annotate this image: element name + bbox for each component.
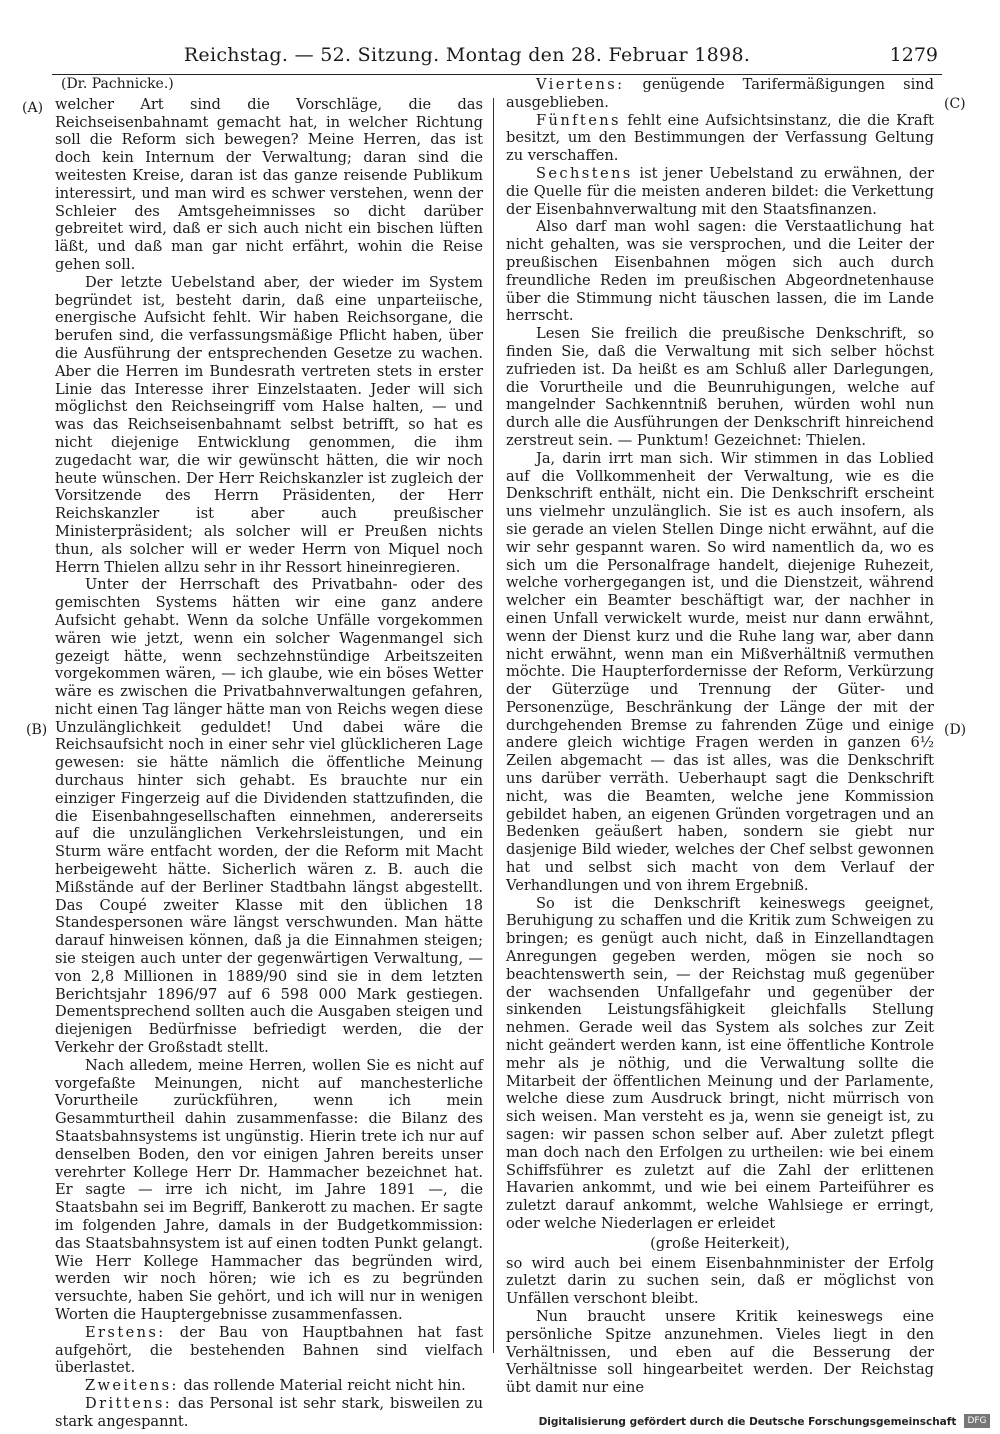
list-label: Zweitens: bbox=[85, 1377, 179, 1395]
list-text: das rollende Material reicht nicht hin. bbox=[178, 1377, 466, 1395]
running-head: Reichstag. — 52. Sitzung. Montag den 28. Februar 1898. bbox=[183, 44, 751, 66]
list-label: Sechstens bbox=[536, 164, 633, 182]
list-item-sechstens bbox=[506, 165, 934, 218]
list-item-zweitens bbox=[55, 1377, 483, 1395]
paragraph: Ja, darin irrt man sich. Wir stimmen in das Loblied auf die Vollkommenheit der Verwaltung, wie es die Denkschrift enthält, nicht ein. Die Denkschrift erscheint uns vielmehr unzulänglich. Sie ist es auch insofern, als sie gerade an vielen Stellen Dinge nicht erwähnt, auf die wir sehr gespannt waren. So wird namentlich da, wo es sich um die Personalfrage handelt, diejenige Ruhezeit, welche vorhergegangen ist, und die Dienstzeit, während welcher ein Beamter beschäftigt war, der nachher in einen Unfall verwickelt wurde, meist nur dann erwähnt, wenn der Dienst kurz und die Ruhe lang war, aber dann nicht erwähnt, wenn man ein Mißverhältniß vermuthen möchte. Die Haupterfordernisse der Reform, Verkürzung der Güterzüge und Trennung der Güter- und Personenzüge, Beschränkung der Länge der mit der durchgehenden Bremse zu fahrenden Züge und einige andere gleich wichtige Fragen werden in ganzen 6½ Zeilen abgemacht — das ist alles, was die Denkschrift uns darüber verräth. Ueberhaupt sagt die Denkschrift nicht, was die Beamten, welche jene Kommission gebildet haben, an eigenen Gründen vorgetragen und an Bedenken geäußert haben, sondern sie giebt nur dasjenige Bild wieder, welches der Chef selbst gewonnen hat und selbst sich macht von dem Verlauf der Verhandlungen und von ihrem Ergebniß. bbox=[506, 449, 934, 894]
left-column bbox=[55, 76, 483, 1431]
digitization-credit bbox=[539, 1416, 990, 1428]
list-text: ist jener Uebelstand zu erwähnen, der die Quelle für die meisten anderen bildet: die Verkettung der Eisenbahnverwaltung mit den Staatsfinanzen. bbox=[506, 164, 934, 218]
margin-mark-c: (C) bbox=[944, 96, 966, 112]
paragraph: welcher Art sind die Vorschläge, die das Reichseisenbahnamt gemacht hat, in welcher Richtung soll die Reform sich bewegen? Meine Herren, das ist doch kein Internum der Verwaltung; daran sind die weitesten Kreise, daran ist das ganze reisende Publikum interessirt, und man wird es schwer verstehen, wenn der Schleier des Amtsgeheimnisses so dicht darüber gebreitet wird, daß er sich auch nicht ein bischen lüften läßt, und daß man gar nicht erfährt, wohin die Reise gehen soll. bbox=[55, 95, 483, 273]
interjection: (große Heiterkeit), bbox=[650, 1234, 790, 1252]
paragraph: so wird auch bei einem Eisenbahnminister der Erfolg zuletzt darin zu suchen sein, daß er möglichst von Unfällen verschont bleibt. bbox=[506, 1254, 934, 1308]
speaker-name: (Dr. Pachnicke.) bbox=[61, 76, 174, 92]
list-text: das Personal ist sehr stark, bisweilen zu stark angespannt. bbox=[55, 1394, 483, 1430]
list-item-erstens bbox=[55, 1324, 483, 1377]
list-item-viertens bbox=[506, 76, 934, 112]
dfg-logo: DFG bbox=[964, 1414, 990, 1428]
paragraph: Nach alledem, meine Herren, wollen Sie es nicht auf vorgefaßte Meinungen, nicht auf manchesterliche Vorurtheile zurückführen, wenn ich mein Gesammturtheil dahin zusammenfasse: die Bilanz des Staatsbahnsystems ist ungünstig. Hierin trete ich nur auf denselben Boden, den vor einigen Jahren bereits unser verehrter Kollege Herr Dr. Hammacher bezeichnet hat. Er sagte — irre ich nicht, im Jahre 1891 —, die Staatsbahn sei im Begriff, Bankerott zu machen. Er sagte im folgenden Jahre, damals in der Budgetkommission: das Staatsbahnsystem ist auf einen todten Punkt gelangt. Wie Herr Kollege Hammacher das begründen wird, werden wir noch hören; wie ich es zu begründen versuchte, haben Sie gehört, und ich will nur in wenigen Worten die Hauptergebnisse zusammenfassen. bbox=[55, 1056, 483, 1323]
margin-mark-d: (D) bbox=[944, 722, 967, 738]
list-text: fehlt eine Aufsichtsinstanz, die die Kraft besitzt, um den Bestimmungen der Verfassung Geltung zu verschaffen. bbox=[506, 111, 934, 165]
page-number: 1279 bbox=[889, 44, 938, 66]
margin-mark-a: (A) bbox=[22, 100, 44, 116]
list-label: Viertens: bbox=[536, 76, 625, 93]
list-label: Erstens: bbox=[85, 1323, 166, 1341]
list-item-drittens bbox=[55, 1395, 483, 1431]
page-header bbox=[52, 40, 942, 75]
list-label: Fünftens bbox=[536, 111, 621, 129]
paragraph: Unter der Herrschaft des Privatbahn- oder des gemischten Systems hätten wir eine ganz andere Aufsicht gehabt. Wenn da solche Unfälle vorgekommen wären wie jetzt, wenn ein solcher Wagenmangel sich gezeigt hätte, wenn sechzehnstündige Arbeitszeiten vorgekommen wären, — ich glaube, wie ein böses Wetter wäre es zwischen die Privatbahnverwaltungen gefahren, nicht einen Tag länger hätte man von Reichs wegen diese Unzulänglichkeit geduldet! Und dabei wäre die Reichsaufsicht noch in einer sehr viel glücklicheren Lage gewesen: sie hätte nämlich die öffentliche Meinung durchaus hinter sich gehabt. Es brauchte nur ein einziger Fingerzeig auf die Dividenden stattzufinden, die die Eisenbahngesellschaften einnehmen, andererseits auf die unzulänglichen Verkehrsleistungen, und ein Sturm wäre entfacht worden, der die Reform mit Macht herbeigeweht hätte. Sicherlich wären z. B. auch die Mißstände auf der Berliner Stadtbahn längst abgestellt. Das Coupé zweiter Klasse mit den üblichen 18 Standespersonen wäre längst verschwunden. Man hätte darauf hinweisen können, daß ja die Einnahmen steigen; sie steigen auch unter der gegenwärtigen Verwaltung, — von 2,8 Millionen in 1889/90 sind sie in dem letzten Berichtsjahr 1896/97 auf 6 598 000 Mark gestiegen. Dementsprechend sollten auch die Ausgaben steigen und diejenigen Bedürfnisse befriedigt werden, die der Verkehr der Großstadt stellt. bbox=[55, 576, 483, 1057]
list-item-fuenftens bbox=[506, 112, 934, 165]
credit-text: Digitalisierung gefördert durch die Deutsche Forschungsgemeinschaft bbox=[538, 1416, 957, 1428]
paragraph: Der letzte Uebelstand aber, der wieder im System begründet ist, besteht darin, daß eine unparteiische, energische Aufsicht fehlt. Wir haben Reichsorgane, die berufen sind, die verfassungsmäßige Pflicht haben, über die Ausführung der entsprechenden Gesetze zu wachen. Aber die Herren im Bundesrath vertreten stets in erster Linie das Interesse ihrer Einzelstaaten. Jeder will sich möglichst den Reichseingriff vom Halse halten, — und was das Reichseisenbahnamt selbst betrifft, so hat es nicht diejenige Entwicklung genommen, die ihm zugedacht war, die wir gewünscht hätten, die wir noch heute wünschen. Der Herr Reichskanzler ist zugleich der Vorsitzende des Herrn Präsidenten, der Herr Reichskanzler ist aber auch preußischer Ministerpräsident; als solcher will er Preußen nichts thun, als solcher will er weder Herrn von Miquel noch Herrn Thielen allzu sehr in ihr Ressort hineinregieren. bbox=[55, 273, 483, 576]
column-divider bbox=[493, 98, 494, 1353]
right-column bbox=[506, 76, 934, 1397]
paragraph: Lesen Sie freilich die preußische Denkschrift, so finden Sie, daß die Verwaltung mit sich selber höchst zufrieden ist. Da heißt es am Schluß aller Darlegungen, die Vorurtheile und die Beunruhigungen, welche auf mangelnder Sachkenntniß beruhen, würden wohl nun durch alle die Ausführungen der Denkschrift hinreichend zerstreut sein. — Punktum! Gezeichnet: Thielen. bbox=[506, 325, 934, 449]
paragraph: Also darf man wohl sagen: die Verstaatlichung hat nicht gehalten, was sie versprochen, und die Leiter der preußischen Eisenbahnen mögen sich auch durch freundliche Reden im preußischen Abgeordnetenhause über die Stimmung nicht täuschen lassen, die im Lande herrscht. bbox=[506, 218, 934, 325]
list-label: Drittens: bbox=[85, 1394, 173, 1412]
margin-mark-b: (B) bbox=[26, 722, 48, 738]
list-text: genügende Tarifermäßigungen sind ausgeblieben. bbox=[506, 76, 934, 111]
paragraph: Nun braucht unsere Kritik keineswegs eine persönliche Spitze anzunehmen. Vieles liegt in den Verhältnissen, und eben auf die Besserung der Verhältnisse soll hingearbeitet werden. Der Reichstag übt damit nur eine bbox=[506, 1307, 934, 1397]
list-text: der Bau von Hauptbahnen hat fast aufgehört, die bestehenden Bahnen sind vielfach überlastet. bbox=[55, 1323, 483, 1377]
paragraph: So ist die Denkschrift keineswegs geeignet, Beruhigung zu schaffen und die Kritik zum Schweigen zu bringen; es genügt auch nicht, daß in Einzellandtagen Anregungen gegeben werden, mögen sie noch so beachtenswerth sein, — der Reichstag muß gegenüber der wachsenden Unfallgefahr und gegenüber der sinkenden Leistungsfähigkeit gleichfalls Stellung nehmen. Gerade weil das System als solches zur Zeit nicht geändert werden kann, ist eine öffentliche Kontrole mehr als je nöthig, und die Verwaltung sollte die Mitarbeit der öffentlichen Meinung und der Parlamente, welche diese zum Ausdruck bringt, nicht mürrisch von sich weisen. Man versteht es ja, wenn sie geneigt ist, zu sagen: wir passen schon selber auf. Aber zuletzt pflegt man doch nach den Erfolgen zu urtheilen: wie bei einem Schiffsführer es zuletzt auf die Zahl der erlittenen Havarien ankommt, und wie bei einem Parteiführer es zuletzt darauf ankommt, welche Wahlsiege er erringt, oder welche Niederlagen er erleidet bbox=[506, 894, 934, 1232]
